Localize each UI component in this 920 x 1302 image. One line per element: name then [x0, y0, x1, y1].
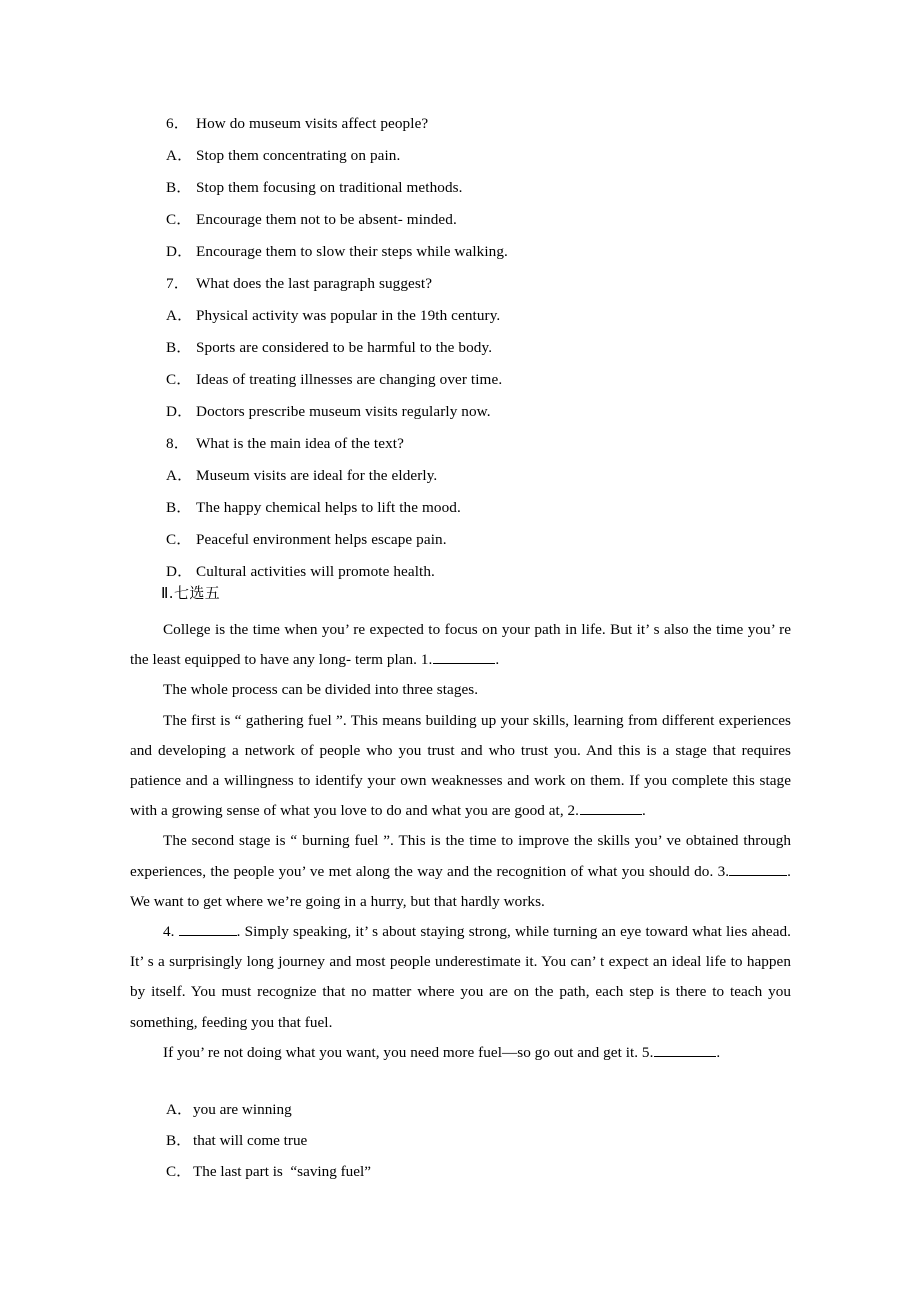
option-item[interactable]: [166, 1156, 766, 1187]
paragraph-3: [130, 706, 791, 827]
p5-number: 4.: [163, 923, 179, 941]
paragraph-6: [130, 1038, 791, 1068]
p1-period: .: [495, 651, 500, 669]
choice-text: The happy chemical helps to lift the mood.: [196, 499, 461, 516]
choice-text: Cultural activities will promote health.: [196, 563, 435, 580]
choice-label: D．: [166, 563, 193, 580]
choice-label: A．: [166, 467, 193, 484]
answer-blank-4[interactable]: [179, 923, 237, 936]
section-heading: Ⅱ.七选五: [161, 584, 221, 602]
apostrophe-glyph: ’: [591, 953, 596, 971]
answer-blank-5[interactable]: [654, 1043, 716, 1056]
p4-part-a: The second stage is “ burning fuel ”. This is the time to improve the skills you: [163, 832, 658, 850]
question-line: [166, 428, 806, 460]
choice-line[interactable]: [166, 524, 806, 556]
choice-label: C．: [166, 531, 192, 548]
choice-line[interactable]: [166, 172, 806, 204]
choice-line[interactable]: [166, 204, 806, 236]
choice-label: A．: [166, 307, 193, 324]
choice-line[interactable]: [166, 300, 806, 332]
choice-label: D．: [166, 403, 193, 420]
choice-text: Encourage them not to be absent‐ minded.: [196, 211, 457, 228]
choice-text: Encourage them to slow their steps while walking.: [196, 243, 508, 260]
p4-part-b: ve obtained through experiences, the people you: [130, 832, 791, 880]
choice-label: C．: [166, 371, 192, 388]
choice-label: B．: [166, 339, 192, 356]
choice-label: D．: [166, 243, 193, 260]
choice-line[interactable]: [166, 556, 806, 588]
apostrophe-glyph: ’: [657, 832, 662, 850]
choice-text: Sports are considered to be harmful to the body.: [196, 339, 493, 356]
choice-line[interactable]: [166, 140, 806, 172]
answer-blank-2[interactable]: [580, 802, 642, 815]
p6-part-a: If you: [163, 1043, 200, 1061]
choice-line[interactable]: [166, 236, 806, 268]
option-text: you are winning: [193, 1101, 292, 1118]
question-line: [166, 108, 806, 140]
choice-line[interactable]: [166, 396, 806, 428]
option-label: B．: [166, 1132, 192, 1149]
p1-part-d: re the least equipped to have any long‐ term plan. 1.: [130, 621, 791, 669]
choice-label: B．: [166, 499, 192, 516]
choice-text: Ideas of treating illnesses are changing over time.: [196, 371, 503, 388]
apostrophe-glyph: ’: [200, 1043, 204, 1061]
choice-text: Stop them focusing on traditional methods.: [196, 179, 463, 196]
answer-options-list: [166, 1094, 766, 1187]
option-item[interactable]: [166, 1094, 766, 1125]
answer-blank-3[interactable]: [729, 862, 787, 875]
option-item[interactable]: [166, 1125, 766, 1156]
option-label: A．: [166, 1101, 193, 1118]
apostrophe-glyph: ’: [139, 953, 144, 971]
choice-text: Doctors prescribe museum visits regularly now.: [196, 403, 491, 420]
apostrophe-glyph: ’: [301, 862, 306, 880]
p1-part-c: s also the time you: [649, 621, 771, 638]
question-text: What is the main idea of the text?: [196, 435, 404, 452]
question-number: 8．: [166, 435, 189, 452]
p3-period: .: [642, 802, 646, 820]
paragraph-5: [130, 917, 791, 1038]
multiple-choice-section: [166, 108, 806, 588]
choice-text: Stop them concentrating on pain.: [196, 147, 401, 164]
choice-label: B．: [166, 179, 192, 196]
passage-body: [130, 615, 791, 1068]
question-line: [166, 268, 806, 300]
p3-text: The first is “ gathering fuel ”. This means building up your skills, learning from different experiences and developing a network of people who you trust and who trust you. And this is a stage that requires patience and a willingness to identify your own weaknesses and work on them. If you complete this stage with a growing sense of what you love to do and what you are good at, 2.: [130, 711, 791, 820]
p4-part-d: . We want to get where we’re going in a hurry, but that hardly works.: [130, 862, 791, 910]
apostrophe-glyph: ’: [363, 923, 368, 941]
p1-part-a: College is the time when you: [163, 621, 345, 638]
p6-part-b: re not doing what you want, you need more fuel—so go out and get it. 5.: [203, 1043, 654, 1061]
question-text: How do museum visits affect people?: [196, 115, 429, 132]
p5-part-e: t expect an ideal life to happen by itself. You must recognize that no matter where you are on the path, each step is there to teach you something, feeding you that fuel.: [130, 953, 791, 1031]
p5-part-c: s about staying strong, while turning an eye toward what lies ahead. It: [130, 923, 791, 971]
apostrophe-glyph: ’: [645, 621, 650, 638]
paragraph-1: [130, 615, 791, 675]
question-number: 6．: [166, 115, 189, 132]
p5-part-d: s a surprisingly long journey and most people underestimate it. You can: [143, 953, 592, 971]
answer-blank-1[interactable]: [433, 651, 495, 664]
choice-line[interactable]: [166, 460, 806, 492]
p5-part-b: . Simply speaking, it: [236, 923, 364, 941]
choice-text: Physical activity was popular in the 19th century.: [196, 307, 501, 324]
choice-text: Peaceful environment helps escape pain.: [196, 531, 447, 548]
choice-line[interactable]: [166, 492, 806, 524]
option-text: that will come true: [193, 1132, 308, 1149]
option-text: The last part is “saving fuel”: [193, 1163, 371, 1180]
apostrophe-glyph: ’: [770, 621, 775, 638]
p4-part-c: ve met along the way and the recognition of what you should do. 3.: [305, 862, 730, 880]
choice-text: Museum visits are ideal for the elderly.: [196, 467, 438, 484]
p6-period: .: [716, 1043, 721, 1061]
p1-part-b: re expected to focus on your path in life. But it: [348, 621, 646, 638]
choice-label: A．: [166, 147, 193, 164]
choice-line[interactable]: [166, 332, 806, 364]
choice-line[interactable]: [166, 364, 806, 396]
paragraph-4: [130, 826, 791, 917]
option-label: C．: [166, 1163, 192, 1180]
question-number: 7．: [166, 275, 189, 292]
paragraph-2: The whole process can be divided into three stages.: [163, 681, 479, 699]
question-text: What does the last paragraph suggest?: [196, 275, 433, 292]
apostrophe-glyph: ’: [344, 621, 349, 638]
choice-label: C．: [166, 211, 192, 228]
